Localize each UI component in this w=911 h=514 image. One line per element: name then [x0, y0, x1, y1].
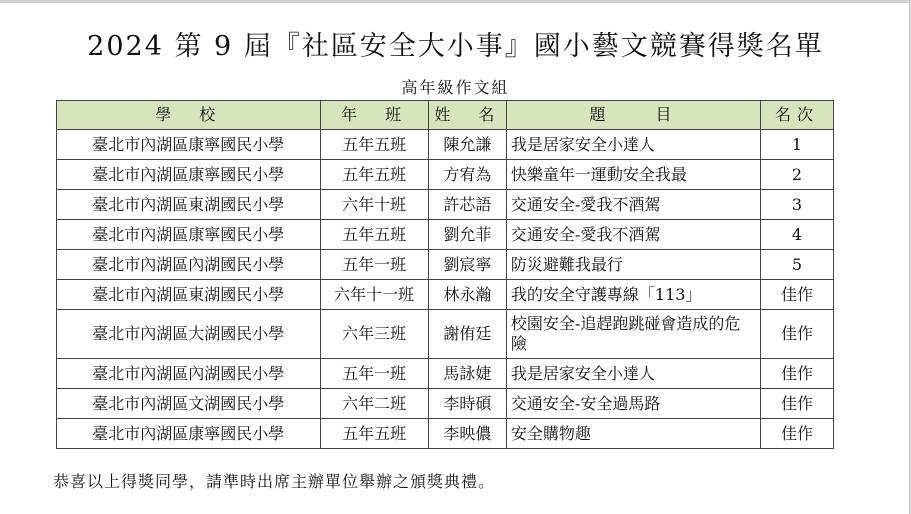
cell-topic: 防災避難我最行: [506, 250, 760, 280]
cell-rank: 5: [761, 250, 834, 280]
header-school: 學 校: [57, 101, 321, 130]
cell-student-name: 劉允菲: [428, 220, 506, 250]
cell-topic: 我是居家安全小達人: [506, 130, 760, 160]
table-row: [57, 419, 834, 449]
cell-class: 五年五班: [320, 130, 428, 160]
header-name: 姓 名: [428, 101, 506, 130]
cell-school: 臺北市內湖區文湖國民小學: [57, 389, 321, 419]
cell-student-name: 劉宸寧: [428, 250, 506, 280]
cell-student-name: 謝侑廷: [428, 310, 506, 359]
cell-rank: 佳作: [761, 280, 834, 310]
cell-class: 六年十班: [320, 190, 428, 220]
cell-student-name: 方宥為: [428, 160, 506, 190]
footer-note: 恭喜以上得獎同學，請準時出席主辦單位舉辦之頒獎典禮。: [53, 472, 496, 491]
cell-topic: 交通安全-愛我不酒駕: [506, 220, 760, 250]
cell-rank: 佳作: [761, 419, 834, 449]
cell-class: 五年五班: [320, 220, 428, 250]
cell-class: 六年十一班: [320, 280, 428, 310]
table-row: [57, 389, 834, 419]
cell-student-name: 許芯語: [428, 190, 506, 220]
table-row: [57, 130, 834, 160]
cell-topic: 交通安全-安全過馬路: [506, 389, 760, 419]
cell-topic: 我是居家安全小達人: [506, 359, 760, 389]
cell-student-name: 林永瀚: [428, 280, 506, 310]
cell-school: 臺北市內湖區大湖國民小學: [57, 310, 321, 359]
cell-topic: 交通安全-愛我不酒駕: [506, 190, 760, 220]
cell-school: 臺北市內湖區康寧國民小學: [57, 419, 321, 449]
cell-rank: 佳作: [761, 310, 834, 359]
cell-class: 六年三班: [320, 310, 428, 359]
cell-topic: 我的安全守護專線「113」: [506, 280, 760, 310]
table-row: [57, 280, 834, 310]
table-row: [57, 160, 834, 190]
page-top-border: [0, 0, 911, 3]
header-rank: 名次: [761, 101, 834, 130]
document-title: 2024 第 9 屆『社區安全大小事』國小藝文競賽得獎名單: [87, 31, 824, 62]
cell-student-name: 李映儂: [428, 419, 506, 449]
cell-class: 六年二班: [320, 389, 428, 419]
cell-rank: 2: [761, 160, 834, 190]
awards-table: [56, 100, 834, 449]
cell-school: 臺北市內湖區康寧國民小學: [57, 220, 321, 250]
cell-rank: 4: [761, 220, 834, 250]
cell-class: 五年一班: [320, 250, 428, 280]
cell-topic: 快樂童年一運動安全我最: [506, 160, 760, 190]
cell-school: 臺北市內湖區康寧國民小學: [57, 160, 321, 190]
cell-student-name: 李時碩: [428, 389, 506, 419]
cell-class: 五年五班: [320, 160, 428, 190]
cell-student-name: 馬詠婕: [428, 359, 506, 389]
cell-rank: 佳作: [761, 389, 834, 419]
cell-topic: 校園安全-追趕跑跳碰會造成的危險: [506, 310, 760, 359]
table-row: [57, 310, 834, 359]
cell-rank: 1: [761, 130, 834, 160]
cell-rank: 3: [761, 190, 834, 220]
cell-school: 臺北市內湖區內湖國民小學: [57, 250, 321, 280]
cell-class: 五年五班: [320, 419, 428, 449]
table-row: [57, 250, 834, 280]
cell-school: 臺北市內湖區康寧國民小學: [57, 130, 321, 160]
cell-school: 臺北市內湖區東湖國民小學: [57, 280, 321, 310]
cell-class: 五年一班: [320, 359, 428, 389]
header-topic: 題 目: [506, 101, 760, 130]
category-subtitle: 高年級作文組: [401, 78, 510, 97]
cell-rank: 佳作: [761, 359, 834, 389]
cell-school: 臺北市內湖區內湖國民小學: [57, 359, 321, 389]
cell-student-name: 陳允謙: [428, 130, 506, 160]
cell-topic: 安全購物趣: [506, 419, 760, 449]
table-header-row: [57, 101, 834, 130]
table-row: [57, 359, 834, 389]
table-row: [57, 220, 834, 250]
table-row: [57, 190, 834, 220]
cell-school: 臺北市內湖區東湖國民小學: [57, 190, 321, 220]
header-class: 年 班: [320, 101, 428, 130]
